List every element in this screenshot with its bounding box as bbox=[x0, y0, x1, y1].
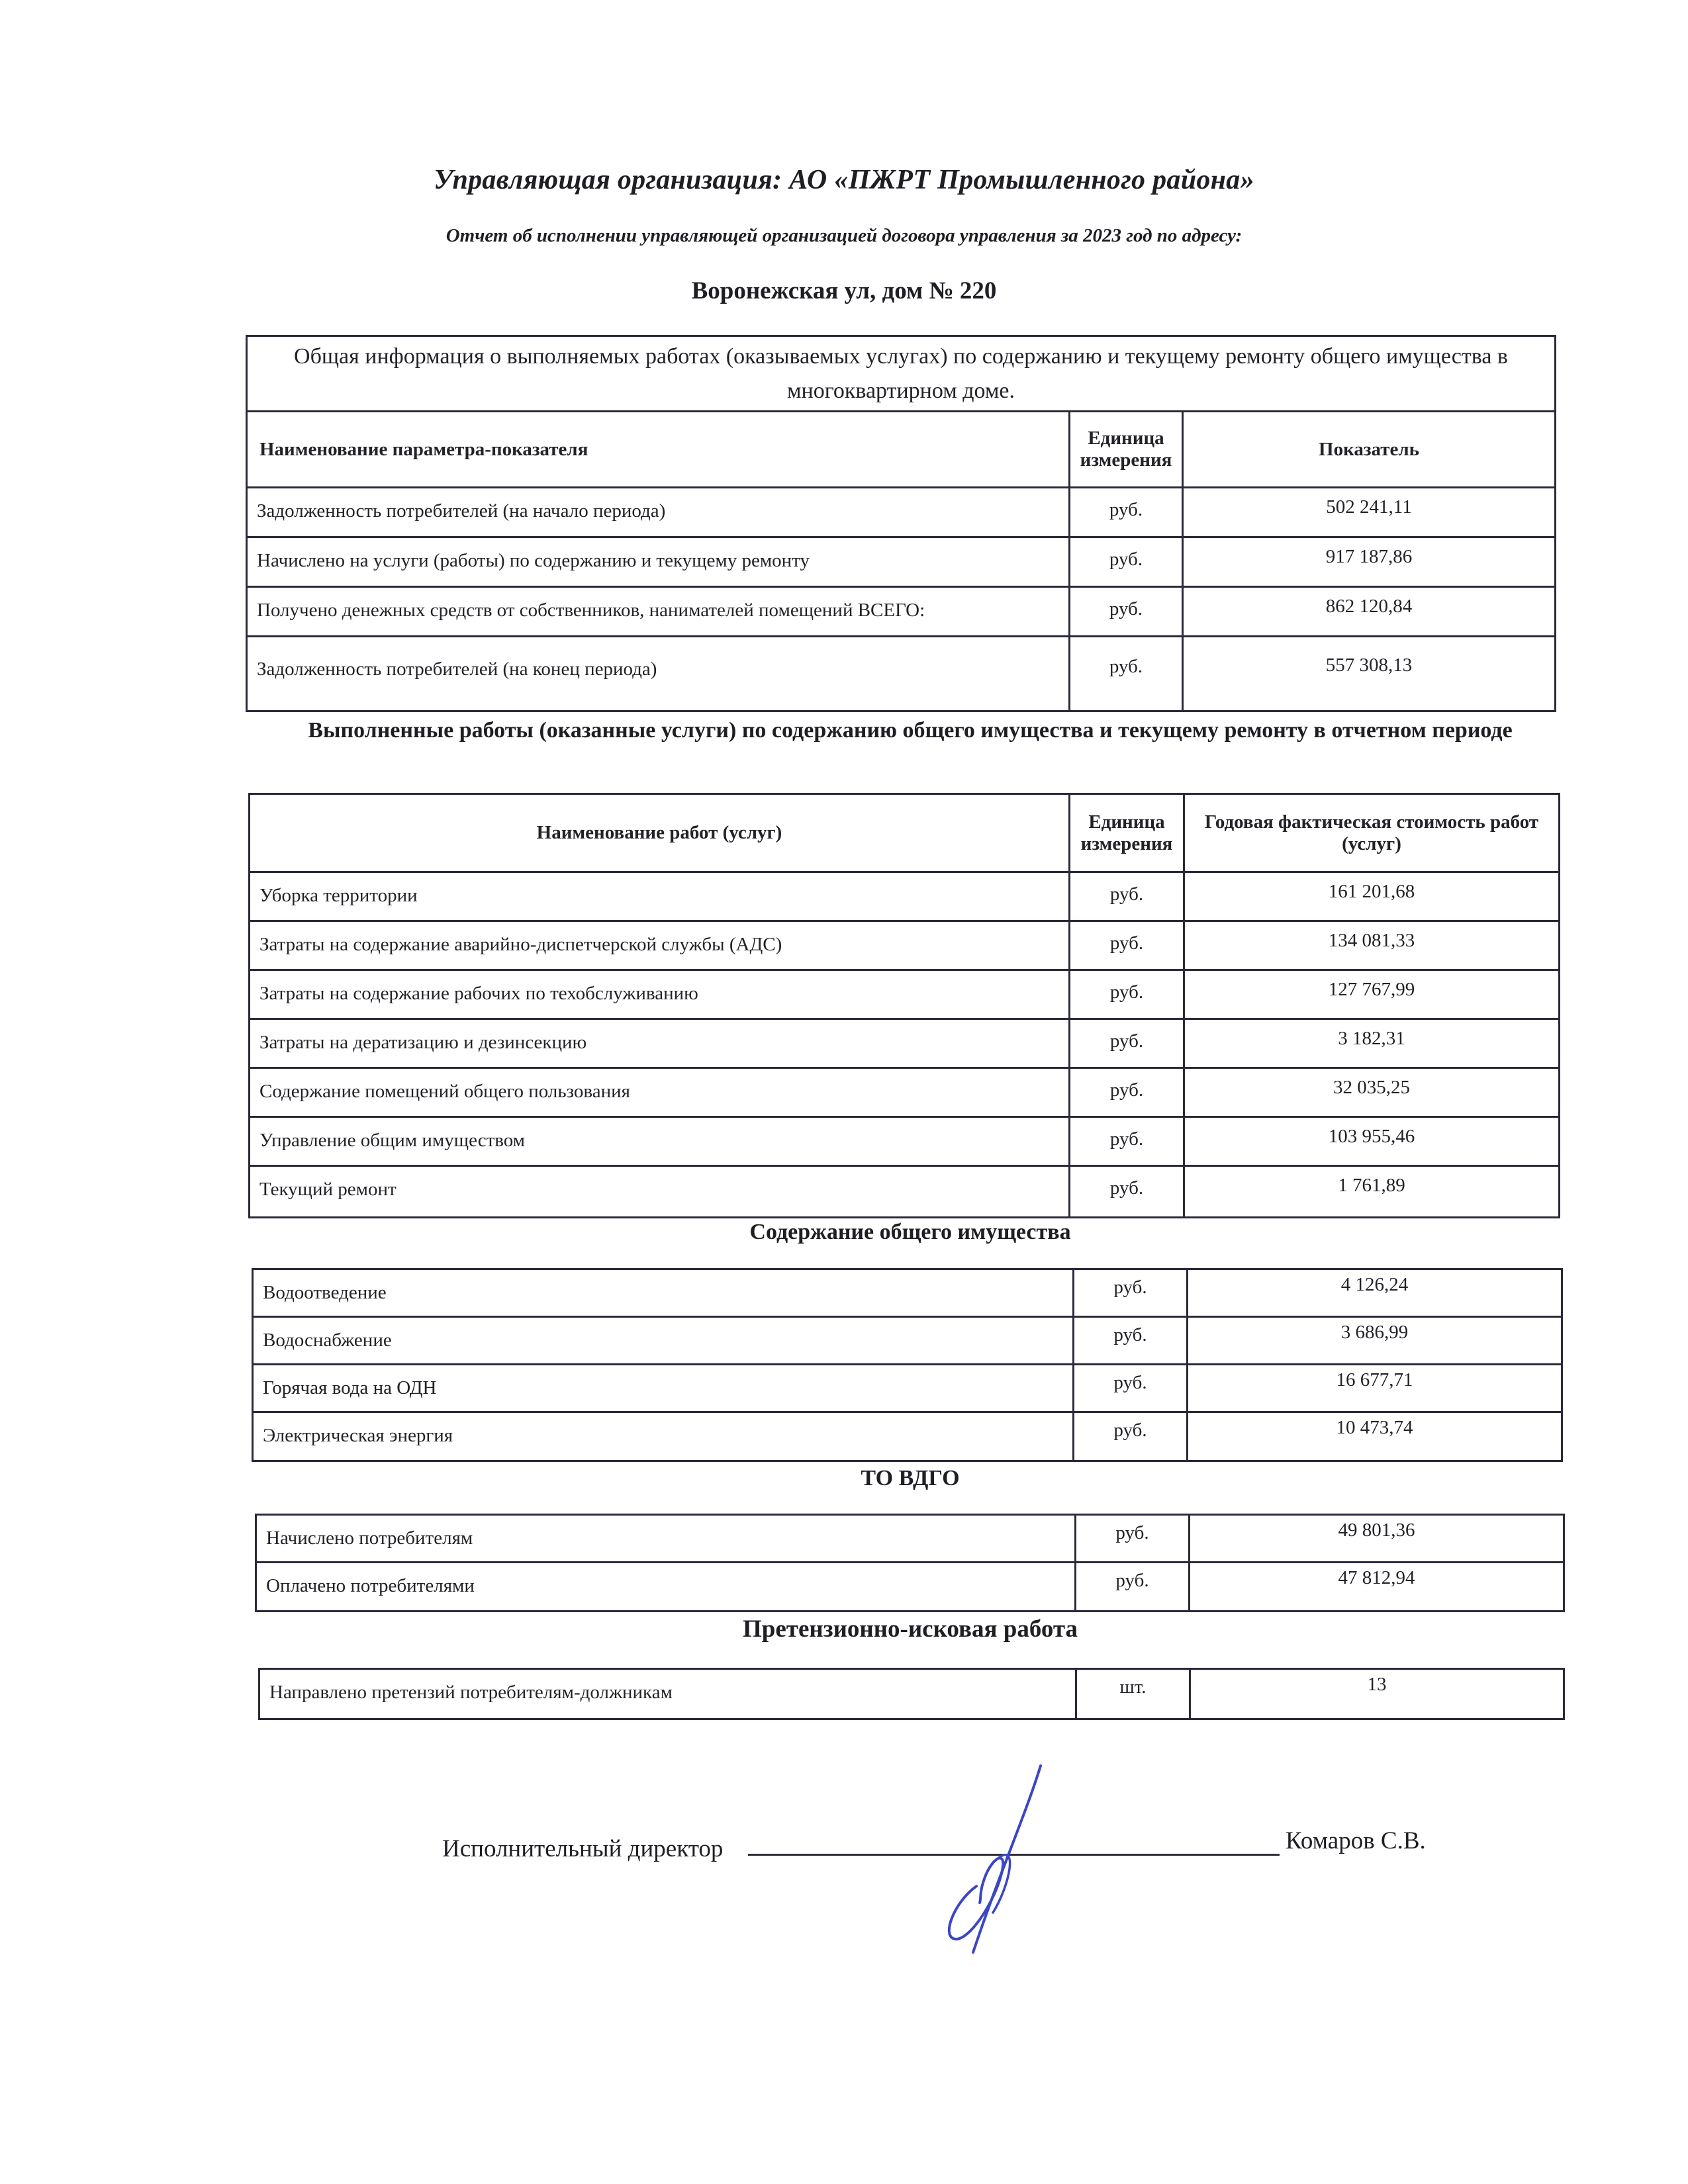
row-value: 134 081,33 bbox=[1184, 921, 1560, 970]
table-row bbox=[250, 1117, 1560, 1166]
row-name: Задолженность потребителей (на начало периода) bbox=[247, 488, 1070, 537]
row-value: 13 bbox=[1190, 1669, 1564, 1719]
general-info-table bbox=[246, 335, 1556, 712]
row-unit: руб. bbox=[1074, 1269, 1188, 1317]
row-name: Затраты на дератизацию и дезинсекцию bbox=[250, 1019, 1070, 1068]
table-row bbox=[253, 1269, 1562, 1317]
row-value: 10 473,74 bbox=[1188, 1412, 1562, 1461]
row-unit: руб. bbox=[1070, 872, 1184, 921]
row-value: 862 120,84 bbox=[1183, 587, 1556, 637]
row-name: Начислено потребителям bbox=[256, 1515, 1076, 1563]
row-unit: руб. bbox=[1076, 1563, 1190, 1612]
row-unit: руб. bbox=[1070, 488, 1183, 537]
table-row bbox=[250, 1019, 1560, 1068]
table-row bbox=[247, 537, 1556, 587]
row-unit: руб. bbox=[1070, 1166, 1184, 1218]
handwritten-signature-icon bbox=[927, 1760, 1059, 1959]
table-row bbox=[253, 1365, 1562, 1412]
row-unit: руб. bbox=[1074, 1412, 1188, 1461]
row-value: 3 686,99 bbox=[1188, 1317, 1562, 1365]
row-name: Оплачено потребителями bbox=[256, 1563, 1076, 1612]
signatory-name: Комаров С.В. bbox=[1286, 1827, 1426, 1854]
column-header-parameter: Наименование параметра-показателя bbox=[247, 412, 1070, 488]
row-unit: руб. bbox=[1074, 1317, 1188, 1365]
row-unit: руб. bbox=[1070, 1117, 1184, 1166]
row-unit: руб. bbox=[1070, 1068, 1184, 1117]
row-value: 127 767,99 bbox=[1184, 970, 1560, 1019]
claims-section-title: Претензионно-исковая работа bbox=[743, 1615, 1078, 1643]
row-unit: руб. bbox=[1070, 537, 1183, 587]
general-info-title: Общая информация о выполняемых работах (оказываемых услугах) по содержанию и текущему ремонту общего имущества в многоквартирном доме. bbox=[247, 336, 1556, 412]
common-property-table bbox=[252, 1268, 1563, 1462]
row-value: 4 126,24 bbox=[1188, 1269, 1562, 1317]
row-name: Начислено на услуги (работы) по содержанию и текущему ремонту bbox=[247, 537, 1070, 587]
row-name: Направлено претензий потребителям-должникам bbox=[259, 1669, 1076, 1719]
row-value: 16 677,71 bbox=[1188, 1365, 1562, 1412]
column-header-value: Показатель bbox=[1183, 412, 1556, 488]
row-name: Содержание помещений общего пользования bbox=[250, 1068, 1070, 1117]
row-name: Электрическая энергия bbox=[253, 1412, 1074, 1461]
row-name: Водоснабжение bbox=[253, 1317, 1074, 1365]
works-section-title: Выполненные работы (оказанные услуги) по содержанию общего имущества и текущему ремонту в отчетном периоде bbox=[308, 718, 1513, 743]
row-name: Горячая вода на ОДН bbox=[253, 1365, 1074, 1412]
row-value: 47 812,94 bbox=[1190, 1563, 1564, 1612]
row-unit: руб. bbox=[1070, 587, 1183, 637]
column-header-unit: Единица измерения bbox=[1070, 794, 1184, 872]
row-name: Уборка территории bbox=[250, 872, 1070, 921]
row-unit: руб. bbox=[1070, 637, 1183, 711]
table-row bbox=[250, 970, 1560, 1019]
table-row bbox=[250, 921, 1560, 970]
row-name: Управление общим имуществом bbox=[250, 1117, 1070, 1166]
works-table bbox=[248, 793, 1560, 1218]
table-row bbox=[250, 1068, 1560, 1117]
row-value: 103 955,46 bbox=[1184, 1117, 1560, 1166]
row-value: 3 182,31 bbox=[1184, 1019, 1560, 1068]
table-row bbox=[250, 1166, 1560, 1218]
column-header-work-name: Наименование работ (услуг) bbox=[250, 794, 1070, 872]
row-unit: шт. bbox=[1076, 1669, 1190, 1719]
row-value: 49 801,36 bbox=[1190, 1515, 1564, 1563]
address-heading: Воронежская ул, дом № 220 bbox=[691, 277, 997, 304]
organization-title: Управляющая организация: АО «ПЖРТ Промышленного района» bbox=[434, 165, 1254, 195]
table-row bbox=[253, 1317, 1562, 1365]
row-value: 161 201,68 bbox=[1184, 872, 1560, 921]
claims-table bbox=[258, 1668, 1565, 1720]
column-header-unit: Единица измерения bbox=[1070, 412, 1183, 488]
row-name: Получено денежных средств от собственников, нанимателей помещений ВСЕГО: bbox=[247, 587, 1070, 637]
table-row bbox=[253, 1412, 1562, 1461]
row-unit: руб. bbox=[1070, 970, 1184, 1019]
row-unit: руб. bbox=[1070, 1019, 1184, 1068]
row-unit: руб. bbox=[1076, 1515, 1190, 1563]
row-name: Водоотведение bbox=[253, 1269, 1074, 1317]
row-name: Задолженность потребителей (на конец периода) bbox=[247, 637, 1070, 711]
column-header-annual-cost: Годовая фактическая стоимость работ (услуг) bbox=[1184, 794, 1560, 872]
row-value: 1 761,89 bbox=[1184, 1166, 1560, 1218]
row-name: Затраты на содержание рабочих по техобслуживанию bbox=[250, 970, 1070, 1019]
row-name: Текущий ремонт bbox=[250, 1166, 1070, 1218]
row-value: 917 187,86 bbox=[1183, 537, 1556, 587]
row-name: Затраты на содержание аварийно-диспетчерской службы (АДС) bbox=[250, 921, 1070, 970]
vdgo-table bbox=[255, 1514, 1565, 1612]
common-property-section-title: Содержание общего имущества bbox=[749, 1220, 1071, 1244]
row-unit: руб. bbox=[1070, 921, 1184, 970]
row-value: 557 308,13 bbox=[1183, 637, 1556, 711]
vdgo-section-title: ТО ВДГО bbox=[861, 1466, 960, 1490]
table-row bbox=[259, 1669, 1564, 1719]
table-row bbox=[256, 1515, 1564, 1563]
signatory-position: Исполнительный директор bbox=[442, 1835, 724, 1862]
row-unit: руб. bbox=[1074, 1365, 1188, 1412]
table-row bbox=[250, 872, 1560, 921]
table-row bbox=[247, 587, 1556, 637]
row-value: 502 241,11 bbox=[1183, 488, 1556, 537]
table-row bbox=[247, 488, 1556, 537]
row-value: 32 035,25 bbox=[1184, 1068, 1560, 1117]
table-row bbox=[247, 637, 1556, 711]
report-subtitle: Отчет об исполнении управляющей организацией договора управления за 2023 год по адресу: bbox=[445, 225, 1243, 246]
table-row bbox=[256, 1563, 1564, 1612]
